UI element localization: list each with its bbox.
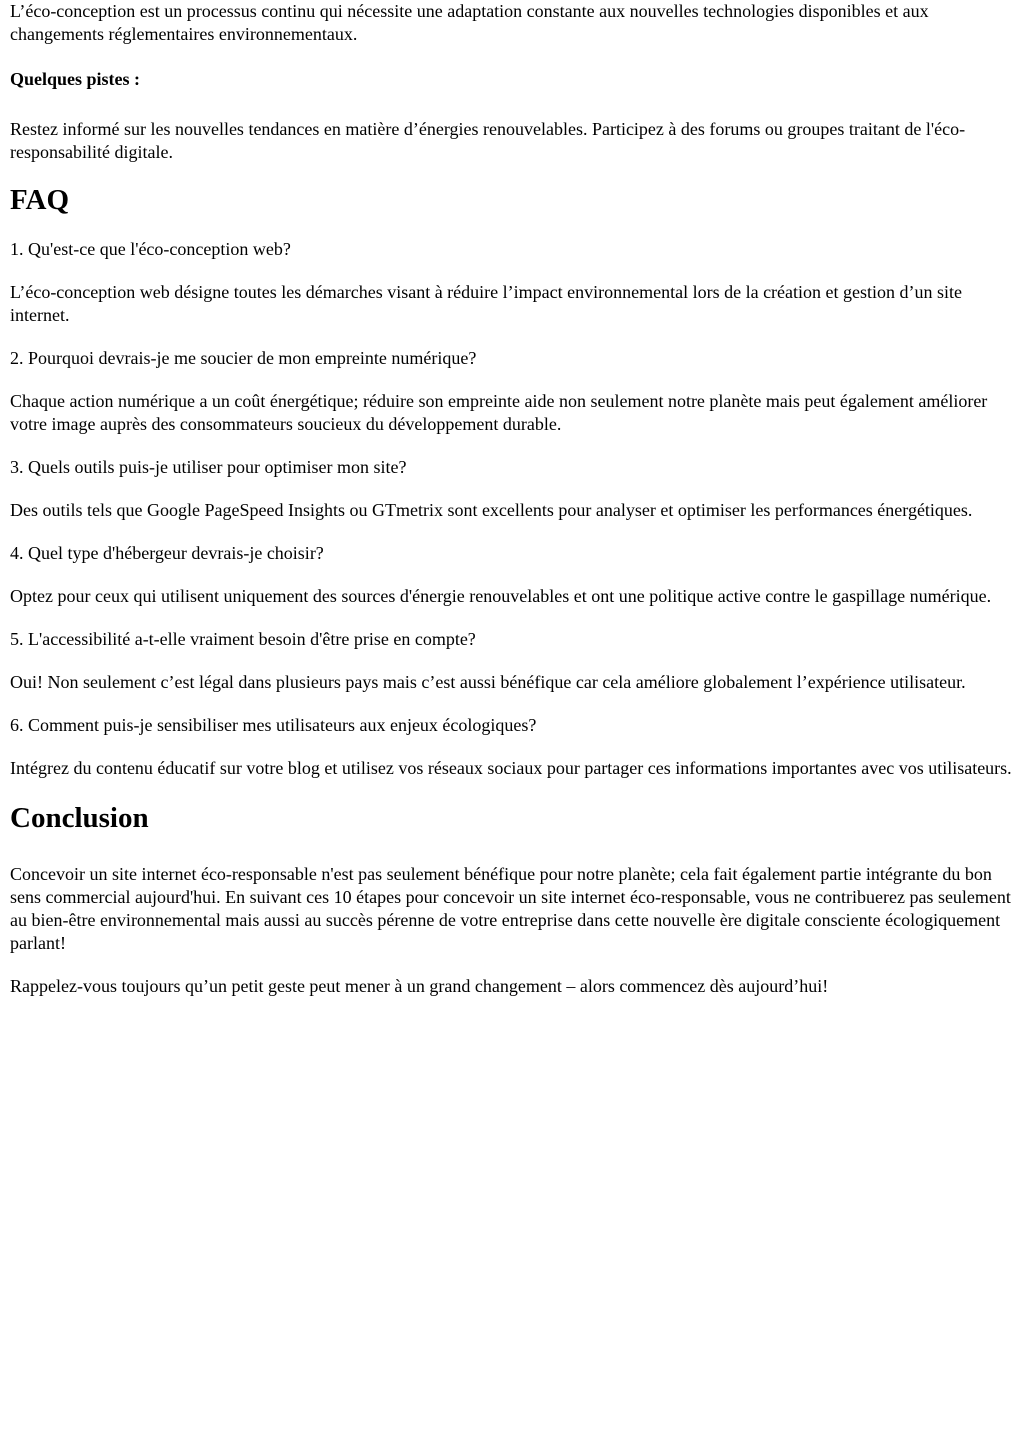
faq-section <box>10 183 1014 780</box>
conclusion-paragraph: Concevoir un site internet éco-responsable n'est pas seulement bénéfique pour notre planète; cela fait également partie intégrante du bon sens commercial aujourd'hui. En suivant ces 10 étapes pour concevoir un site internet éco-responsable, vous ne contribuerez pas seulement au bien-être environnemental mais aussi au succès pérenne de votre entreprise dans cette nouvelle ère digitale consciente écologiquement parlant! <box>10 864 1011 953</box>
faq-question: 5. L'accessibilité a-t-elle vraiment besoin d'être prise en compte? <box>10 629 476 649</box>
faq-answer: Des outils tels que Google PageSpeed Insights ou GTmetrix sont excellents pour analyser et optimiser les performances énergétiques. <box>10 500 973 520</box>
faq-answer: L’éco-conception web désigne toutes les démarches visant à réduire l’impact environnemental lors de la création et gestion d’un site internet. <box>10 282 963 325</box>
article-content <box>10 0 1014 998</box>
faq-item <box>10 714 1014 780</box>
tips-heading: Quelques pistes : <box>10 69 141 89</box>
faq-item <box>10 238 1014 327</box>
intro-paragraph: L’éco-conception est un processus continu qui nécessite une adaptation constante aux nouvelles technologies disponibles et aux changements réglementaires environnementaux. <box>10 1 929 44</box>
faq-question: 2. Pourquoi devrais-je me soucier de mon empreinte numérique? <box>10 348 477 368</box>
faq-item <box>10 628 1014 694</box>
closing-paragraph: Rappelez-vous toujours qu’un petit geste peut mener à un grand changement – alors commencez dès aujourd’hui! <box>10 976 829 996</box>
conclusion-section <box>10 801 1014 998</box>
faq-answer: Chaque action numérique a un coût énergétique; réduire son empreinte aide non seulement notre planète mais peut également améliorer votre image auprès des consommateurs soucieux du développement durable. <box>10 391 988 434</box>
faq-question: 3. Quels outils puis-je utiliser pour optimiser mon site? <box>10 457 407 477</box>
faq-list <box>10 238 1014 780</box>
faq-question: 4. Quel type d'hébergeur devrais-je choisir? <box>10 543 324 563</box>
faq-question: 1. Qu'est-ce que l'éco-conception web? <box>10 239 291 259</box>
faq-answer: Oui! Non seulement c’est légal dans plusieurs pays mais c’est aussi bénéfique car cela améliore globalement l’expérience utilisateur. <box>10 672 966 692</box>
tips-paragraph: Restez informé sur les nouvelles tendances en matière d’énergies renouvelables. Participez à des forums ou groupes traitant de l'éco-responsabilité digitale. <box>10 119 966 162</box>
conclusion-heading: Conclusion <box>10 802 149 834</box>
faq-item <box>10 456 1014 522</box>
faq-item <box>10 542 1014 608</box>
faq-item <box>10 347 1014 436</box>
faq-question: 6. Comment puis-je sensibiliser mes utilisateurs aux enjeux écologiques? <box>10 715 537 735</box>
faq-heading: FAQ <box>10 184 70 216</box>
faq-answer: Optez pour ceux qui utilisent uniquement des sources d'énergie renouvelables et ont une politique active contre le gaspillage numérique. <box>10 586 992 606</box>
faq-answer: Intégrez du contenu éducatif sur votre blog et utilisez vos réseaux sociaux pour partager ces informations importantes avec vos utilisateurs. <box>10 758 1012 778</box>
